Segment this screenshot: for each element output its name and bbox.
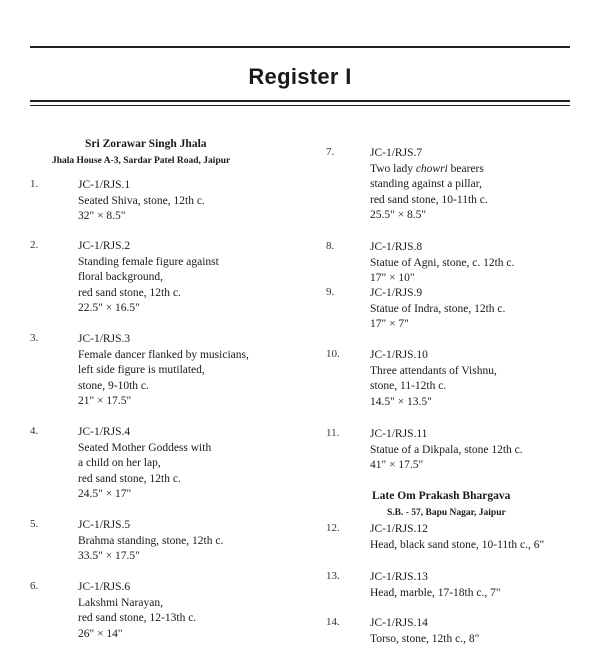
page-title: Register I [248, 64, 352, 89]
entry-line: red sand stone, 12th c. [78, 472, 181, 485]
entry-line: 25.5" × 8.5" [370, 209, 427, 221]
entry-text: Two lady chowri bearers [370, 162, 484, 175]
entry-line: 17" × 7" [370, 318, 409, 330]
entry-line: 21" × 17.5" [78, 395, 132, 407]
title-underline-thin [30, 105, 570, 106]
entry-line: JC-1/RJS.12 [370, 523, 428, 535]
entry-number: 8. [326, 240, 335, 252]
entry-line: Head, black sand stone, 10-11th c., 6" [370, 538, 545, 551]
entry-line: 26" × 14" [78, 627, 123, 640]
entry-number: 12. [326, 522, 340, 534]
entry-number: 13. [326, 570, 340, 582]
entry-line: 41" × 17.5" [370, 459, 424, 471]
entry-line: floral background, [78, 271, 163, 283]
entry-line: JC-1/RJS.11 [370, 428, 428, 440]
entry-line: JC-1/RJS.9 [370, 287, 423, 299]
entry-line: 24.5" × 17" [78, 488, 132, 500]
entry-line: 32" × 8.5" [78, 210, 126, 222]
entry-line: Lakshmi Narayan, [78, 596, 163, 609]
entry-number: 7. [326, 146, 335, 158]
entry-line: stone, 9-10th c. [78, 379, 149, 392]
entry-line: standing against a pillar, [370, 178, 482, 190]
entry-number: 14. [326, 616, 340, 628]
top-rule [30, 46, 570, 48]
italic-term: chowri [415, 162, 448, 175]
entry-line: JC-1/RJS.13 [370, 571, 428, 583]
entry-line: red sand stone, 10-11th c. [370, 193, 488, 206]
entry-line: 33.5" × 17.5" [78, 550, 140, 562]
entry-line: JC-1/RJS.1 [78, 179, 131, 191]
entry-line: JC-1/RJS.3 [78, 333, 131, 345]
entry-number: 4. [30, 425, 39, 437]
entry-line: JC-1/RJS.2 [78, 240, 131, 252]
left-collector-address: Jhala House A-3, Sardar Patel Road, Jaipur [52, 156, 231, 166]
entry-line: Seated Mother Goddess with [78, 441, 212, 454]
entry-line: Brahma standing, stone, 12th c. [78, 534, 224, 547]
entry-number: 6. [30, 580, 39, 592]
entry-line: JC-1/RJS.14 [370, 617, 428, 629]
right-collector-address: S.B. - 57, Bapu Nagar, Jaipur [387, 508, 506, 518]
entry-line: 22.5" × 16.5" [78, 302, 140, 314]
left-collector-name: Sri Zorawar Singh Jhala [85, 138, 207, 150]
entry-line: Statue of a Dikpala, stone 12th c. [370, 443, 523, 456]
entry-line: left side figure is mutilated, [78, 364, 205, 376]
entry-line: JC-1/RJS.8 [370, 241, 423, 253]
entry-number: 10. [326, 348, 340, 360]
entry-line: JC-1/RJS.6 [78, 581, 131, 593]
entry-line: stone, 11-12th c. [370, 380, 447, 392]
entry-line: Female dancer flanked by musicians, [78, 348, 249, 361]
entry-line: Three attendants of Vishnu, [370, 364, 497, 377]
entry-number: 5. [30, 518, 39, 530]
entry-number: 11. [326, 427, 340, 439]
entry-line: Seated Shiva, stone, 12th c. [78, 194, 205, 207]
entry-line: Statue of Indra, stone, 12th c. [370, 302, 506, 315]
entry-line: JC-1/RJS.7 [370, 147, 423, 159]
entry-line: Torso, stone, 12th c., 8" [370, 632, 480, 645]
entry-number: 9. [326, 286, 335, 298]
entry-line: red sand stone, 12-13th c. [78, 612, 197, 624]
right-collector-name: Late Om Prakash Bhargava [372, 490, 511, 502]
entry-line [370, 162, 488, 178]
entry-number: 2. [30, 239, 39, 251]
title-underline-thick [30, 100, 570, 102]
entry-line: JC-1/RJS.5 [78, 519, 131, 531]
entry-line: 17" × 10" [370, 272, 415, 284]
entry-line: a child on her lap, [78, 457, 161, 469]
entry-line: Head, marble, 17-18th c., 7" [370, 586, 501, 599]
entry-number: 3. [30, 332, 39, 344]
entry-line: JC-1/RJS.10 [370, 349, 428, 361]
entry-line: red sand stone, 12th c. [78, 286, 181, 299]
entry-line: JC-1/RJS.4 [78, 426, 131, 438]
entry-line: 14.5" × 13.5" [370, 395, 432, 408]
entry-number: 1. [30, 178, 39, 190]
entry-line: Standing female figure against [78, 255, 219, 268]
entry-line: Statue of Agni, stone, c. 12th c. [370, 256, 515, 269]
